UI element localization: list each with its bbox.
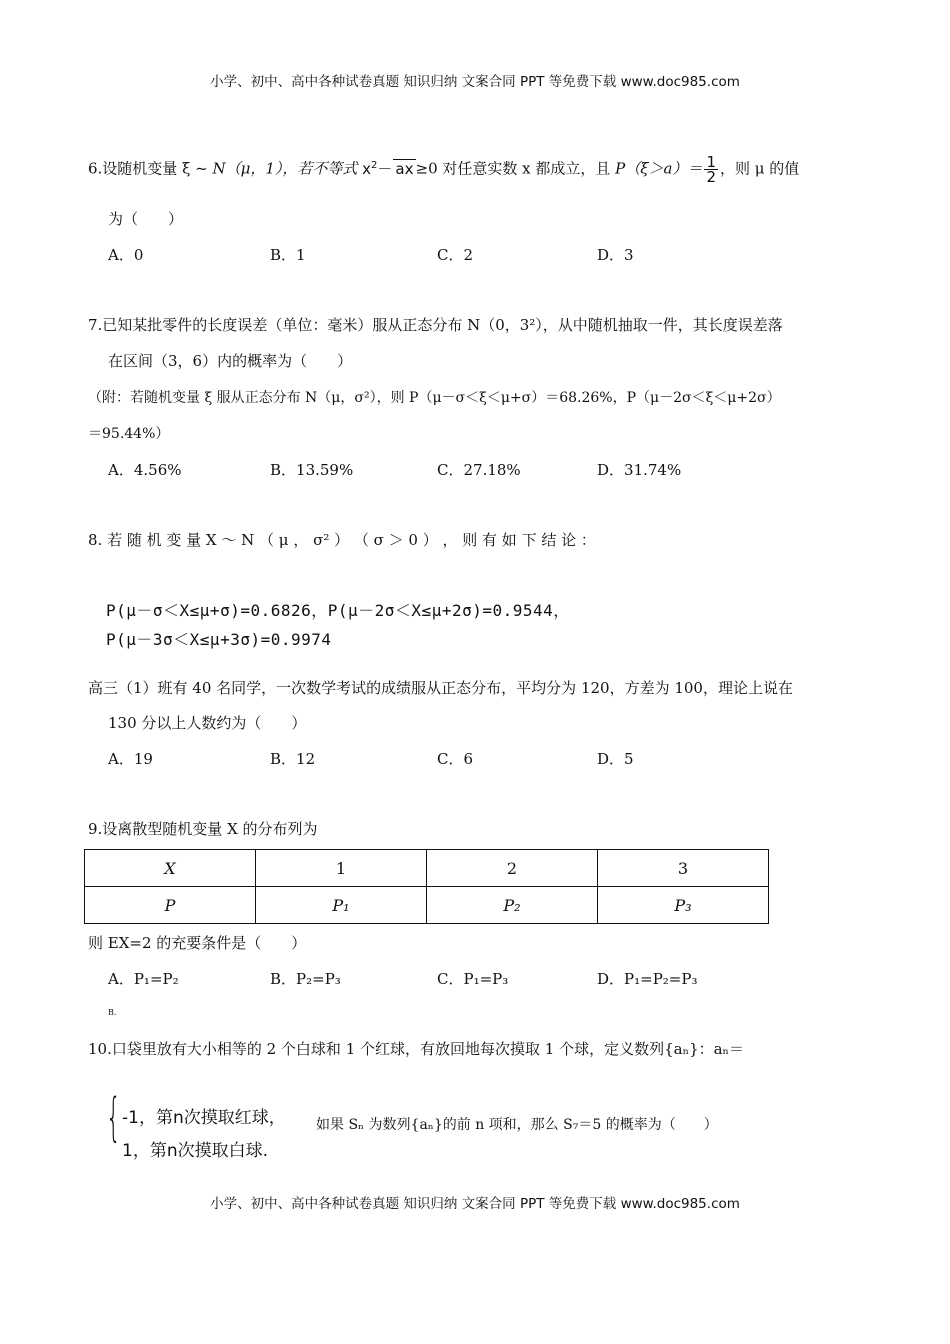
- q6-lead: 6.设随机变量 ξ ~: [88, 159, 213, 178]
- q8-formula-1: P(μ－σ＜X≤μ+σ)=0.6826，P(μ－2σ＜X≤μ+2σ)=0.9544，: [106, 601, 570, 620]
- q8-option-c: C．6: [437, 750, 474, 768]
- q6-option-a: A．0: [108, 246, 144, 264]
- table-cell: P₁: [256, 887, 427, 924]
- table-cell: P₂: [427, 887, 598, 924]
- q8-option-a: A．19: [108, 750, 153, 768]
- question-9-line-2: 则 EX=2 的充要条件是（ ）: [88, 934, 307, 952]
- q6-dist: N（μ，1），若不等式: [212, 159, 363, 178]
- q9-option-d: D．P₁=P₂=P₃: [597, 970, 698, 988]
- question-7-line-2: 在区间（3，6）内的概率为（ ）: [108, 352, 353, 370]
- page-footer: 小学、初中、高中各种试卷真题 知识归纳 文案合同 PPT 等免费下载 www.doc985.com: [210, 1196, 740, 1212]
- table-row: [85, 887, 769, 924]
- q6-option-b: B．1: [270, 246, 306, 264]
- table-cell: 2: [427, 850, 598, 887]
- question-6-line-2: 为（ ）: [108, 210, 184, 228]
- table-cell: P₃: [598, 887, 769, 924]
- q9-option-a: A．P₁=P₂: [108, 970, 179, 988]
- q6-fraction: $\frac{1}{2}$: [706, 153, 717, 186]
- q6-option-c: C．2: [437, 246, 474, 264]
- question-7-note-2: ＝95.44%）: [88, 426, 170, 442]
- q6-inequality-formula: $x^2-$ ax: [362, 159, 414, 178]
- q7-option-a: A．4.56%: [108, 461, 182, 479]
- question-6-line-1: [88, 155, 799, 184]
- q7-option-d: D．31.74%: [597, 461, 682, 479]
- q6-option-d: D．3: [597, 246, 634, 264]
- q6-tail: ，则 μ 的值: [720, 159, 800, 178]
- q8-formula-2: P(μ－3σ＜X≤μ+3σ)=0.9974: [106, 630, 332, 649]
- table-cell: X: [85, 850, 256, 887]
- table-cell: 1: [256, 850, 427, 887]
- q9-option-b: B．P₂=P₃: [270, 970, 341, 988]
- q10-case-2: 1，第n次摸取白球.: [122, 1141, 268, 1161]
- left-brace: {: [106, 1088, 121, 1148]
- q8-option-d: D．5: [597, 750, 634, 768]
- distribution-table: [84, 849, 769, 924]
- question-10-line-1: 10.口袋里放有大小相等的 2 个白球和 1 个红球，有放回地每次摸取 1 个球，定义数列{aₙ}：aₙ＝: [88, 1040, 745, 1058]
- q8-option-b: B．12: [270, 750, 316, 768]
- question-8-line-1: 8. 若 随 机 变 量 X ～ N （ μ ， σ² ） （ σ ＞ 0 ） ， 则 有 如 下 结 论 ：: [88, 531, 596, 549]
- q10-case-1: -1，第n次摸取红球，: [122, 1108, 286, 1128]
- q9-mark: B.: [108, 1008, 117, 1017]
- table-cell: P: [85, 887, 256, 924]
- question-9-line-1: 9.设离散型随机变量 X 的分布列为: [88, 820, 318, 838]
- q6-prob: P（ξ＞a）＝: [615, 159, 703, 178]
- page-header: 小学、初中、高中各种试卷真题 知识归纳 文案合同 PPT 等免费下载 www.doc985.com: [210, 74, 740, 90]
- q6-ineq-after: ≥0 对任意实数 x 都成立，且: [415, 159, 616, 178]
- q7-option-b: B．13.59%: [270, 461, 354, 479]
- q7-option-c: C．27.18%: [437, 461, 521, 479]
- table-cell: 3: [598, 850, 769, 887]
- question-8-line-3: 130 分以上人数约为（ ）: [108, 714, 307, 732]
- question-8-line-2: 高三（1）班有 40 名同学，一次数学考试的成绩服从正态分布，平均分为 120，方差为 100，理论上说在: [88, 679, 793, 697]
- q9-option-c: C．P₁=P₃: [437, 970, 509, 988]
- question-7-note-1: （附：若随机变量 ξ 服从正态分布 N（μ，σ²），则 P（μ－σ＜ξ＜μ+σ）＝68.26%，P（μ－2σ＜ξ＜μ+2σ）: [88, 390, 781, 406]
- question-7-line-1: 7.已知某批零件的长度误差（单位：毫米）服从正态分布 N（0，3²），从中随机抽取一件，其长度误差落: [88, 316, 783, 334]
- q10-tail: 如果 Sₙ 为数列{aₙ}的前 n 项和，那么 S₇＝5 的概率为（ ）: [316, 1117, 718, 1133]
- table-row: [85, 850, 769, 887]
